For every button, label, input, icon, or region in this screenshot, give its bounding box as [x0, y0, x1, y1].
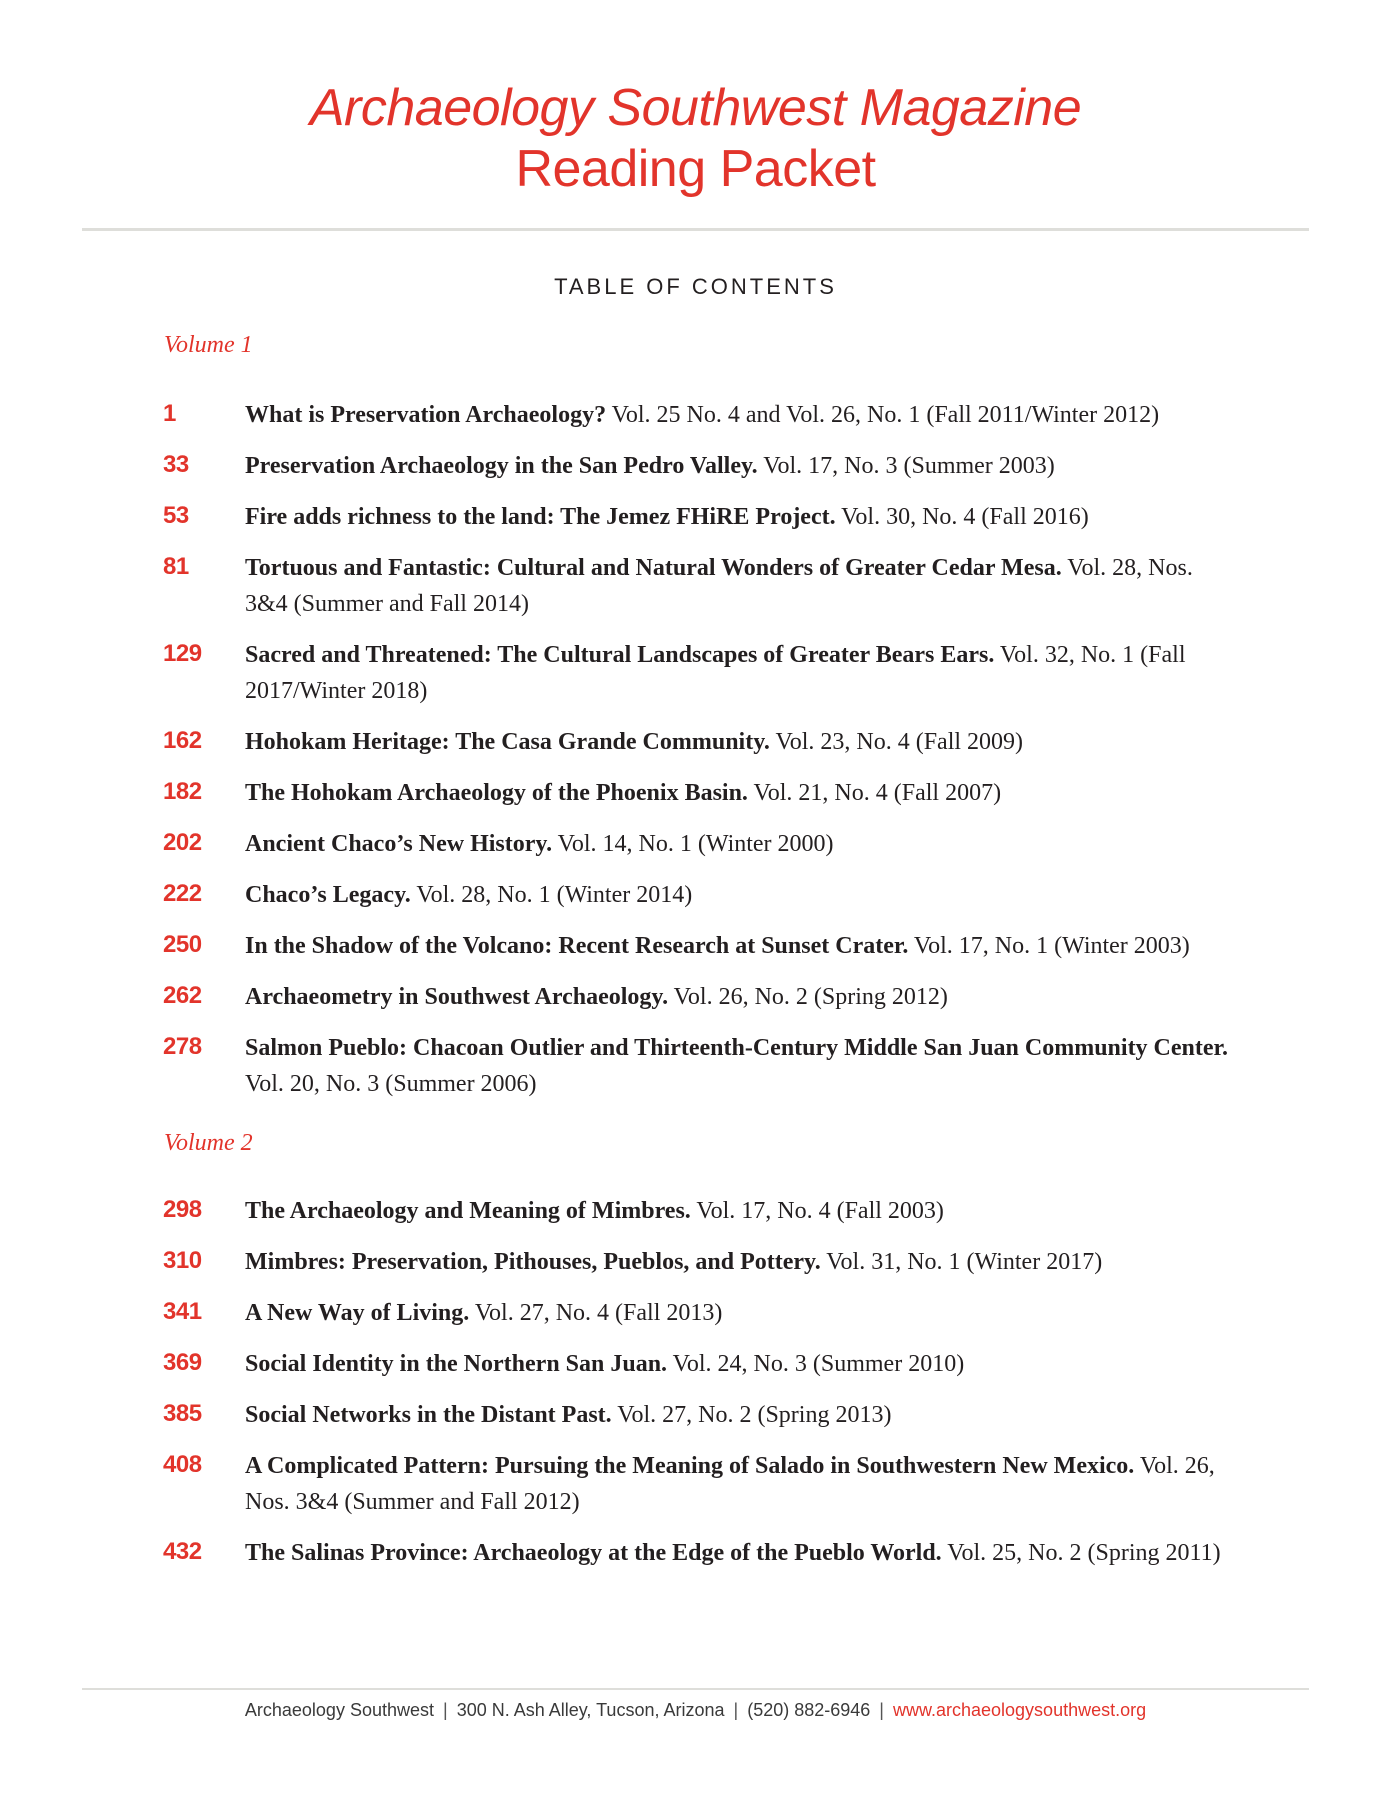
- entry-title: Sacred and Threatened: The Cultural Landscapes of Greater Bears Ears.: [245, 642, 995, 668]
- footer-website-link[interactable]: www.archaeologysouthwest.org: [892, 1700, 1147, 1720]
- entry-page-number: 369: [163, 1349, 202, 1376]
- toc-entry[interactable]: [0, 1030, 1391, 1102]
- entry-text: [245, 1346, 1230, 1382]
- page-footer: [0, 1700, 1391, 1721]
- toc-entry[interactable]: [0, 550, 1391, 622]
- toc-entry[interactable]: [0, 979, 1391, 1015]
- entry-title: The Salinas Province: Archaeology at the Edge of the Pueblo World.: [245, 1540, 942, 1566]
- entry-text: [245, 1193, 1230, 1229]
- footer-org: Archaeology Southwest: [244, 1700, 434, 1720]
- entry-title: Salmon Pueblo: Chacoan Outlier and Thirteenth-Century Middle San Juan Community Center.: [245, 1035, 1228, 1061]
- toc-entry[interactable]: [0, 499, 1391, 535]
- entry-citation: Vol. 17, No. 1 (Winter 2003): [908, 933, 1190, 959]
- toc-entry[interactable]: [0, 1448, 1391, 1520]
- entry-text: [245, 1030, 1230, 1102]
- entry-page-number: 182: [163, 778, 202, 805]
- volume-1-heading: Volume 1: [164, 332, 253, 358]
- toc-entry[interactable]: [0, 1244, 1391, 1280]
- entry-page-number: 262: [163, 982, 202, 1009]
- entry-text: [245, 1448, 1230, 1520]
- entry-title: Archaeometry in Southwest Archaeology.: [245, 984, 669, 1010]
- entry-text: [245, 979, 1230, 1015]
- entry-citation: Vol. 14, No. 1 (Winter 2000): [552, 831, 834, 857]
- toc-entry[interactable]: [0, 877, 1391, 913]
- toc-entry[interactable]: [0, 1346, 1391, 1382]
- entry-text: [245, 1244, 1230, 1280]
- header-divider: [82, 228, 1309, 231]
- entry-page-number: 298: [163, 1196, 202, 1223]
- entry-title: The Hohokam Archaeology of the Phoenix Basin.: [245, 780, 748, 806]
- entry-title: Social Identity in the Northern San Juan.: [245, 1351, 668, 1377]
- entry-page-number: 432: [163, 1538, 202, 1565]
- entry-page-number: 278: [163, 1033, 202, 1060]
- entry-citation: Vol. 26, Nos. 3&4 (Summer and Fall 2012): [245, 1453, 1215, 1515]
- entry-page-number: 1: [163, 400, 176, 427]
- entry-title: Social Networks in the Distant Past.: [245, 1402, 612, 1428]
- entry-page-number: 408: [163, 1451, 202, 1478]
- entry-page-number: 129: [163, 640, 202, 667]
- entry-citation: Vol. 17, No. 3 (Summer 2003): [757, 453, 1055, 479]
- entry-citation: Vol. 25, No. 2 (Spring 2011): [941, 1540, 1221, 1566]
- entry-title: Preservation Archaeology in the San Pedro Valley.: [245, 453, 758, 479]
- toc-entry[interactable]: [0, 1397, 1391, 1433]
- entry-page-number: 310: [163, 1247, 202, 1274]
- entry-title: Fire adds richness to the land: The Jemez FHiRE Project.: [245, 504, 836, 530]
- footer-separator: |: [733, 1700, 739, 1720]
- footer-separator: |: [879, 1700, 884, 1720]
- entry-text: [245, 1397, 1230, 1433]
- toc-entry[interactable]: [0, 448, 1391, 484]
- entry-text: [245, 397, 1230, 433]
- entry-citation: Vol. 31, No. 1 (Winter 2017): [820, 1249, 1103, 1275]
- toc-entry[interactable]: [0, 724, 1391, 760]
- entry-title: Tortuous and Fantastic: Cultural and Natural Wonders of Greater Cedar Mesa.: [245, 555, 1062, 581]
- entry-citation: Vol. 28, Nos. 3&4 (Summer and Fall 2014): [245, 555, 1193, 617]
- entry-title: Chaco’s Legacy.: [245, 882, 411, 908]
- toc-entry[interactable]: [0, 1295, 1391, 1331]
- entry-title: What is Preservation Archaeology?: [245, 402, 607, 428]
- entry-citation: Vol. 30, No. 4 (Fall 2016): [835, 504, 1089, 530]
- entry-text: [245, 928, 1230, 964]
- entry-text: [245, 448, 1230, 484]
- footer-divider: [82, 1688, 1309, 1690]
- toc-entry[interactable]: [0, 826, 1391, 862]
- toc-entry[interactable]: [0, 1535, 1391, 1571]
- entry-title: A Complicated Pattern: Pursuing the Meaning of Salado in Southwestern New Mexico.: [245, 1453, 1135, 1479]
- entry-title: In the Shadow of the Volcano: Recent Research at Sunset Crater.: [245, 933, 909, 959]
- entry-text: [245, 1295, 1230, 1331]
- toc-entry[interactable]: [0, 775, 1391, 811]
- volume-2-entries: [0, 1193, 1391, 1586]
- entry-text: [245, 826, 1230, 862]
- entry-citation: Vol. 23, No. 4 (Fall 2009): [769, 729, 1024, 755]
- entry-text: [245, 499, 1230, 535]
- entry-text: [245, 724, 1230, 760]
- entry-page-number: 250: [163, 931, 202, 958]
- entry-citation: Vol. 27, No. 2 (Spring 2013): [611, 1402, 892, 1428]
- toc-entry[interactable]: [0, 1193, 1391, 1229]
- entry-citation: Vol. 25 No. 4 and Vol. 26, No. 1 (Fall 2011/Winter 2012): [606, 402, 1160, 428]
- entry-citation: Vol. 20, No. 3 (Summer 2006): [245, 1071, 537, 1097]
- toc-entry[interactable]: [0, 397, 1391, 433]
- entry-text: [245, 637, 1230, 709]
- entry-title: Mimbres: Preservation, Pithouses, Pueblos, and Pottery.: [245, 1249, 821, 1275]
- entry-page-number: 341: [163, 1298, 202, 1325]
- entry-page-number: 222: [163, 880, 202, 907]
- volume-2-heading: Volume 2: [164, 1130, 253, 1156]
- entry-citation: Vol. 28, No. 1 (Winter 2014): [410, 882, 693, 908]
- page-header: [0, 78, 1391, 200]
- entry-title: A New Way of Living.: [245, 1300, 470, 1326]
- footer-separator: |: [443, 1700, 448, 1720]
- entry-text: [245, 775, 1230, 811]
- toc-entry[interactable]: [0, 928, 1391, 964]
- volume-1-entries: [0, 397, 1391, 1117]
- entry-page-number: 81: [163, 553, 189, 580]
- entry-title: The Archaeology and Meaning of Mimbres.: [245, 1198, 691, 1224]
- entry-citation: Vol. 27, No. 4 (Fall 2013): [469, 1300, 723, 1326]
- entry-citation: Vol. 17, No. 4 (Fall 2003): [690, 1198, 944, 1224]
- packet-title: Reading Packet: [515, 140, 876, 198]
- entry-page-number: 202: [163, 829, 202, 856]
- entry-citation: Vol. 24, No. 3 (Summer 2010): [667, 1351, 965, 1377]
- entry-page-number: 33: [163, 451, 189, 478]
- entry-page-number: 162: [163, 727, 202, 754]
- entry-citation: Vol. 26, No. 2 (Spring 2012): [668, 984, 948, 1010]
- footer-address: 300 N. Ash Alley, Tucson, Arizona: [456, 1700, 725, 1720]
- entry-text: [245, 877, 1230, 913]
- entry-title: Hohokam Heritage: The Casa Grande Community.: [245, 729, 770, 755]
- entry-page-number: 53: [163, 502, 189, 529]
- entry-citation: Vol. 32, No. 1 (Fall 2017/Winter 2018): [245, 642, 1186, 704]
- entry-text: [245, 550, 1230, 622]
- magazine-title: Archaeology Southwest Magazine: [309, 79, 1082, 137]
- entry-page-number: 385: [163, 1400, 202, 1427]
- toc-entry[interactable]: [0, 637, 1391, 709]
- entry-citation: Vol. 21, No. 4 (Fall 2007): [747, 780, 1002, 806]
- toc-heading: TABLE OF CONTENTS: [554, 274, 837, 299]
- footer-phone: (520) 882-6946: [747, 1700, 871, 1720]
- entry-text: [245, 1535, 1230, 1571]
- entry-title: Ancient Chaco’s New History.: [245, 831, 553, 857]
